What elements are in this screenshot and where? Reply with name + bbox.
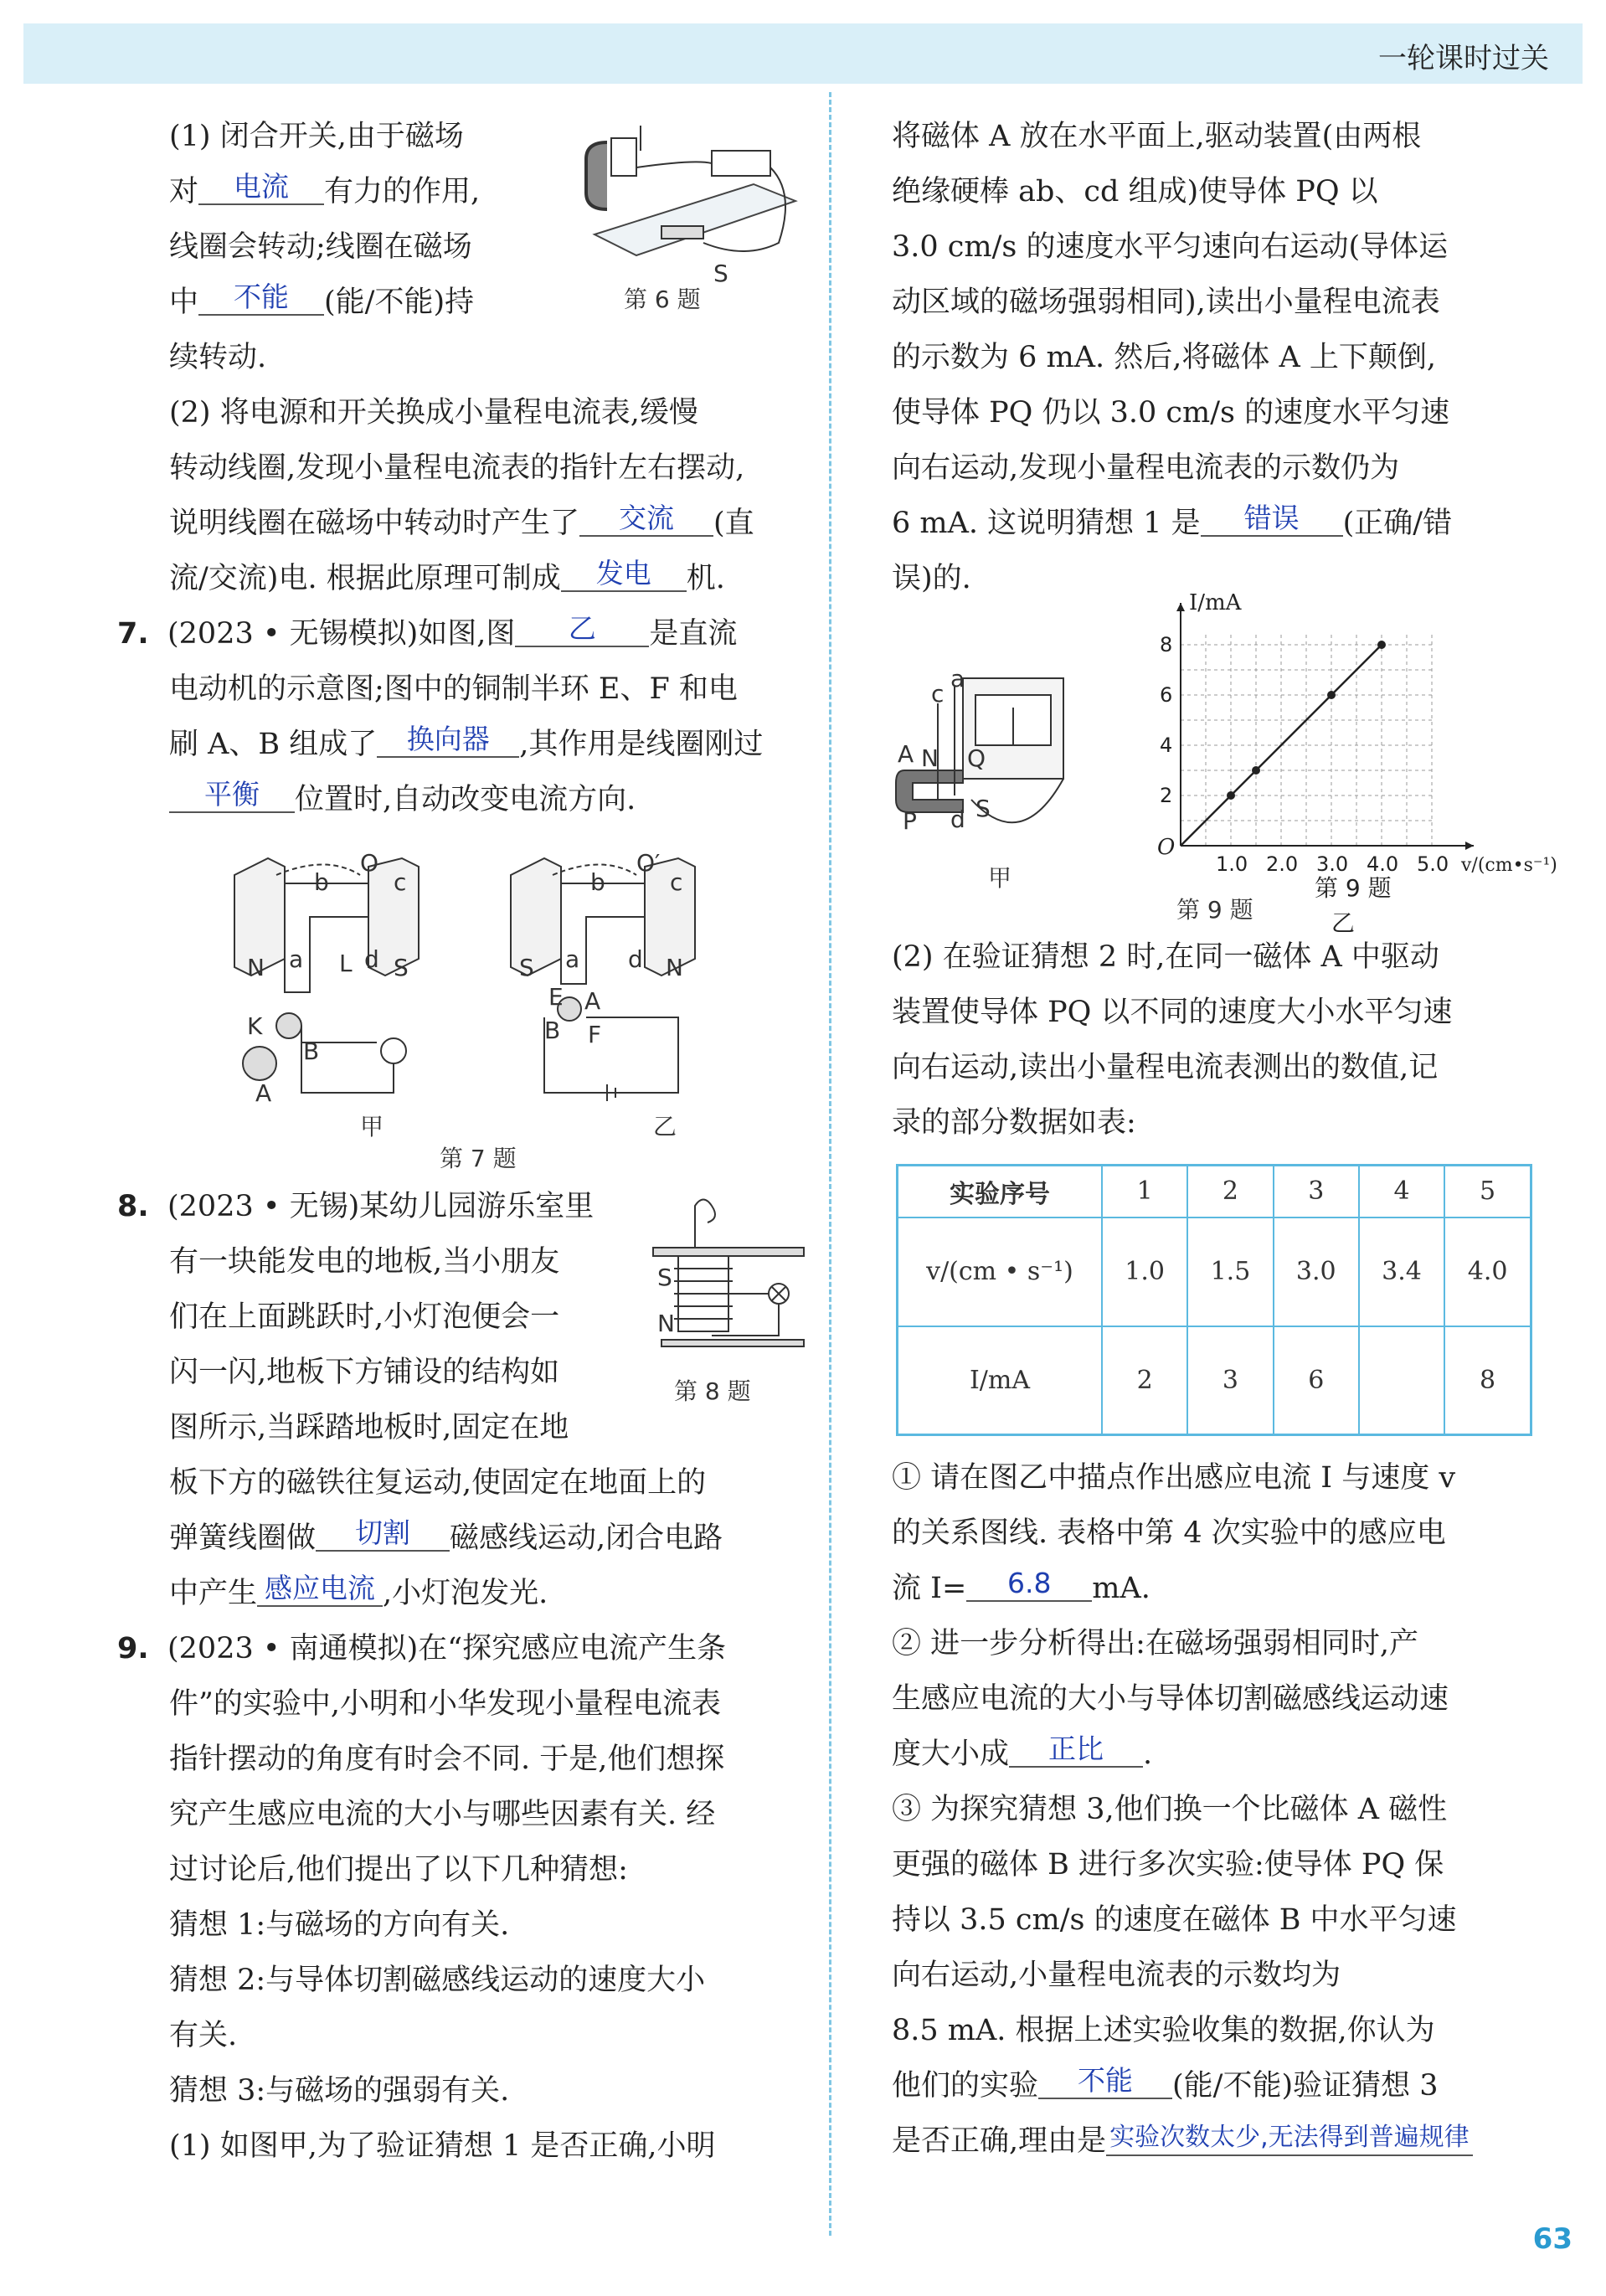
q6-line: (2) 将电源和开关换成小量程电流表,缓慢	[169, 396, 698, 430]
q7-label-b-brush: B	[303, 1037, 320, 1065]
q8-line: 中产生 感应电流 ,小灯泡发光.	[169, 1572, 548, 1610]
table-row	[898, 1217, 1531, 1326]
q7-label-b: b	[314, 868, 329, 896]
q9-line: 持以 3.5 cm/s 的速度在磁体 B 中水平匀速	[892, 1903, 1457, 1937]
q8-line: 8. (2023 • 无锡)某幼儿园游乐室里	[117, 1179, 804, 1234]
q9-line: 他们的实验 不能 (能/不能)验证猜想 3	[892, 2064, 1439, 2103]
q7-figure	[226, 849, 762, 1140]
q9-line: 动区域的磁场强弱相同),读出小量程电流表	[892, 286, 1440, 319]
q9-figure-caption: 第 9 题	[1176, 896, 1253, 924]
answer-blank: 切割	[316, 1516, 450, 1552]
answer-blank: 发电	[561, 557, 687, 592]
right-column	[892, 109, 1545, 606]
header-band	[23, 23, 1583, 84]
q8-label-n: N	[657, 1310, 675, 1337]
q9-label-n: N	[921, 744, 939, 772]
q9-line: 绝缘硬棒 ab、cd 组成)使导体 PQ 以	[892, 175, 1378, 208]
q6-line: 转动线圈,发现小量程电流表的指针左右摆动,	[169, 451, 745, 485]
q6-line: 续转动.	[169, 341, 267, 374]
q9-line: 使导体 PQ 仍以 3.0 cm/s 的速度水平匀速	[892, 396, 1450, 430]
q7-label-d: d	[364, 945, 379, 973]
table-cell: 2	[1102, 1326, 1187, 1435]
table-cell: 3.4	[1359, 1217, 1444, 1326]
q9-line: (2) 在验证猜想 2 时,在同一磁体 A 中驱动	[892, 940, 1439, 974]
q8-line: 弹簧线圈做 切割 磁感线运动,闭合电路	[169, 1516, 723, 1555]
q9-line: 录的部分数据如表:	[892, 1106, 1136, 1140]
q8-floor-structure	[653, 1200, 804, 1347]
q7-label-b-brush2: B	[544, 1017, 561, 1044]
table-cell: 4	[1359, 1166, 1444, 1217]
chart-point	[1227, 791, 1235, 800]
q9-line: 度大小成 正比 .	[892, 1732, 1153, 1771]
table-cell	[1359, 1326, 1444, 1435]
chart-x-arrow	[1465, 842, 1474, 850]
q9-line: 向右运动,读出小量程电流表测出的数值,记	[892, 1051, 1439, 1084]
chart-point	[1252, 766, 1260, 775]
q9-line: 有关.	[169, 2019, 238, 2052]
q9-line: 的关系图线. 表格中第 4 次实验中的感应电	[892, 1516, 1446, 1550]
q9-line: ② 进一步分析得出:在磁场强弱相同时,产	[892, 1627, 1419, 1660]
table-cell: 4.0	[1444, 1217, 1531, 1326]
q9-line: 9. (2023 • 南通模拟)在“探究感应电流产生条	[117, 1621, 804, 1676]
answer-blank: 平衡	[169, 778, 295, 813]
q9-line: 猜想 2:与导体切割磁感线运动的速度大小	[169, 1964, 706, 1997]
q6-figure-caption: 第 6 题	[624, 286, 701, 313]
table-cell: 6	[1274, 1326, 1359, 1435]
q9-line: 3.0 cm/s 的速度水平匀速向右运动(导体运	[892, 230, 1449, 264]
q6-line: 中 不能 (能/不能)持	[169, 281, 475, 319]
q8-line: 闪一闪,地板下方铺设的结构如	[169, 1356, 560, 1389]
q8-figure-caption: 第 8 题	[674, 1377, 751, 1405]
q7-line: 平衡 位置时,自动改变电流方向.	[117, 772, 804, 827]
q9-line: 过讨论后,他们提出了以下几种猜想:	[169, 1853, 628, 1887]
answer-blank: 不能	[1038, 2064, 1172, 2099]
q9-line: ① 请在图乙中描点作出感应电流 I 与速度 v	[892, 1461, 1456, 1495]
column-divider	[829, 92, 831, 2236]
q7-label-l: L	[339, 950, 353, 977]
answer-blank: 交流	[579, 502, 713, 537]
q9-label-p: P	[903, 807, 917, 835]
q6-apparatus	[586, 126, 795, 255]
q9-label-c: c	[931, 680, 945, 708]
q9-line: 6 mA. 这说明猜想 1 是 错误 (正确/错	[892, 502, 1453, 540]
right-column-lower	[892, 929, 1545, 1151]
q9-line: 更强的磁体 B 进行多次实验:使导体 PQ 保	[892, 1848, 1444, 1882]
q7-label-s2: S	[519, 954, 534, 981]
q8-label-s: S	[657, 1264, 672, 1291]
answer-blank: 感应电流	[257, 1572, 383, 1607]
header-title: 一轮课时过关	[1378, 42, 1549, 75]
q9-label-q: Q	[967, 744, 986, 772]
answer-blank: 正比	[1009, 1732, 1143, 1768]
page-number: 63	[1532, 2222, 1573, 2256]
chart-x-label: v/(cm•s⁻¹)	[1461, 855, 1557, 876]
q8-line: 们在上面跳跃时,小灯泡便会一	[169, 1300, 560, 1334]
q7-label-b2: b	[590, 868, 605, 896]
q9-label-a: a	[950, 665, 965, 692]
table-cell: 3.0	[1274, 1217, 1359, 1326]
chart-origin-label: O	[1157, 835, 1176, 860]
table-cell: 2	[1187, 1166, 1273, 1217]
table-row	[898, 1326, 1531, 1435]
q7-figure-caption: 第 7 题	[440, 1145, 517, 1172]
q6-line: (1) 闭合开关,由于磁场	[169, 120, 464, 153]
q9-line: 的示数为 6 mA. 然后,将磁体 A 上下颠倒,	[892, 341, 1437, 374]
chart-x-tick-label: 3.0	[1316, 852, 1349, 876]
q9-line: 是否正确,理由是 实验次数太少,无法得到普遍规律	[892, 2113, 1545, 2169]
q8-figure	[645, 1189, 812, 1365]
table-cell: 5	[1444, 1166, 1531, 1217]
table-cell: 3	[1187, 1326, 1273, 1435]
q9-line: 8.5 mA. 根据上述实验收集的数据,你认为	[892, 2014, 1435, 2047]
q8-line: 有一块能发电的地板,当小朋友	[169, 1245, 560, 1279]
q7-label-n2: N	[666, 954, 683, 981]
answer-blank: 电流	[198, 170, 324, 205]
q7-label-k: K	[247, 1012, 263, 1040]
chart-y-tick-label: 8	[1160, 633, 1173, 656]
q7-label-n: N	[247, 954, 265, 981]
q7-label-f: F	[588, 1021, 602, 1048]
q9-line: 件”的实验中,小明和小华发现小量程电流表	[169, 1687, 722, 1721]
answer-blank: 乙	[515, 612, 649, 647]
q7-label-c2: c	[670, 868, 683, 896]
q8-line: 板下方的磁铁往复运动,使固定在地面上的	[169, 1466, 707, 1500]
table-row	[898, 1166, 1531, 1217]
q9-line: 装置使导体 PQ 以不同的速度大小水平匀速	[892, 996, 1453, 1029]
chart-y-arrow	[1176, 603, 1185, 611]
q7-label-a-brush: A	[255, 1079, 272, 1107]
q6-s-label: S	[713, 260, 728, 287]
q7-label-a: a	[289, 945, 304, 973]
q6-line: 说明线圈在磁场中转动时产生了 交流 (直	[169, 502, 754, 540]
answer-blank: 换向器	[377, 723, 519, 758]
answer-blank: 实验次数太少,无法得到普遍规律	[1106, 2121, 1473, 2156]
q9-label-jia: 甲	[988, 864, 1012, 892]
answer-blank: 错误	[1201, 502, 1343, 537]
q9-line: 向右运动,小量程电流表的示数均为	[892, 1959, 1341, 1992]
q8-line: 图所示,当踩踏地板时,固定在地	[169, 1411, 569, 1444]
chart-inner-caption: 第 9 题	[1315, 874, 1392, 902]
chart-y-tick-label: 2	[1160, 784, 1173, 807]
table-header: v/(cm • s⁻¹)	[898, 1217, 1103, 1326]
q7-label-c: c	[394, 868, 407, 896]
answer-blank: 不能	[198, 281, 324, 316]
q9-label-d: d	[950, 806, 965, 833]
q9-line: ③ 为探究猜想 3,他们换一个比磁体 A 磁性	[892, 1793, 1448, 1826]
q9-line: 向右运动,发现小量程电流表的示数仍为	[892, 451, 1400, 485]
table-header: I/mA	[898, 1326, 1103, 1435]
chart-x-tick-label: 2.0	[1266, 852, 1299, 876]
table-header: 实验序号	[898, 1166, 1103, 1217]
q7-label-a2: a	[565, 945, 580, 973]
q9-line: 流 I= 6.8 mA.	[892, 1567, 1150, 1605]
q9-line: 猜想 1:与磁场的方向有关.	[169, 1908, 510, 1942]
chart-x-tick-label: 1.0	[1216, 852, 1248, 876]
q9-line: 猜想 3:与磁场的强弱有关.	[169, 2074, 510, 2108]
q9-line: 将磁体 A 放在水平面上,驱动装置(由两根	[892, 120, 1422, 153]
q9-line: 生感应电流的大小与导体切割磁感线运动速	[892, 1682, 1449, 1716]
question-number: 8.	[117, 1190, 149, 1223]
q9-chart	[1114, 590, 1557, 937]
right-column-answers	[892, 1450, 1545, 2169]
q6-line: 对 电流 有力的作用,	[169, 170, 481, 208]
q9-line: 指针摆动的角度有时会不同. 于是,他们想探	[169, 1743, 725, 1776]
q7-label-o-prime: O′	[636, 849, 661, 877]
q7-left-label: 甲	[360, 1113, 384, 1140]
table-cell: 1.0	[1102, 1217, 1187, 1326]
chart-x-tick-label: 5.0	[1417, 852, 1449, 876]
q9-line: 究产生感应电流的大小与哪些因素有关. 经	[169, 1798, 716, 1831]
question-number: 9.	[117, 1632, 149, 1665]
chart-point	[1377, 641, 1386, 649]
q7-label-a-brush2: A	[584, 987, 601, 1015]
q7-line: 刷 A、B 组成了 换向器 ,其作用是线圈刚过	[169, 723, 764, 761]
q9-apparatus-figure	[896, 653, 1114, 904]
q7-right-label: 乙	[653, 1113, 677, 1140]
q7-label-o: O	[360, 849, 379, 877]
q9-line: (1) 如图甲,为了验证猜想 1 是否正确,小明	[169, 2129, 716, 2163]
table-cell: 1	[1102, 1166, 1187, 1217]
q7-line: 电动机的示意图;图中的铜制半环 E、F 和电	[169, 672, 738, 706]
q7-label-e: E	[548, 983, 564, 1011]
chart-panel-label: 乙	[1331, 909, 1356, 937]
chart-point	[1327, 691, 1336, 699]
q6-line: 流/交流)电. 根据此原理可制成 发电 机.	[169, 557, 725, 595]
q9-label-a-magnet: A	[898, 740, 914, 768]
q7-label-s: S	[394, 954, 409, 981]
q9-line: 误)的.	[892, 562, 971, 595]
q9-label-s: S	[975, 795, 991, 822]
chart-y-label: I/mA	[1189, 590, 1242, 615]
chart-y-tick-label: 6	[1160, 683, 1173, 707]
table-cell: 1.5	[1187, 1217, 1273, 1326]
q9-data-table	[896, 1164, 1532, 1436]
q7-label-d2: d	[628, 945, 643, 973]
chart-x-tick-label: 4.0	[1367, 852, 1399, 876]
q6-line: 线圈会转动;线圈在磁场	[169, 230, 472, 264]
q7-line: 7. (2023 • 无锡模拟)如图,图 乙 是直流	[117, 606, 804, 662]
table-cell: 3	[1274, 1166, 1359, 1217]
answer-blank: 6.8	[966, 1567, 1092, 1602]
table-cell: 8	[1444, 1326, 1531, 1435]
question-number: 7.	[117, 617, 149, 651]
chart-y-tick-label: 4	[1160, 734, 1173, 757]
